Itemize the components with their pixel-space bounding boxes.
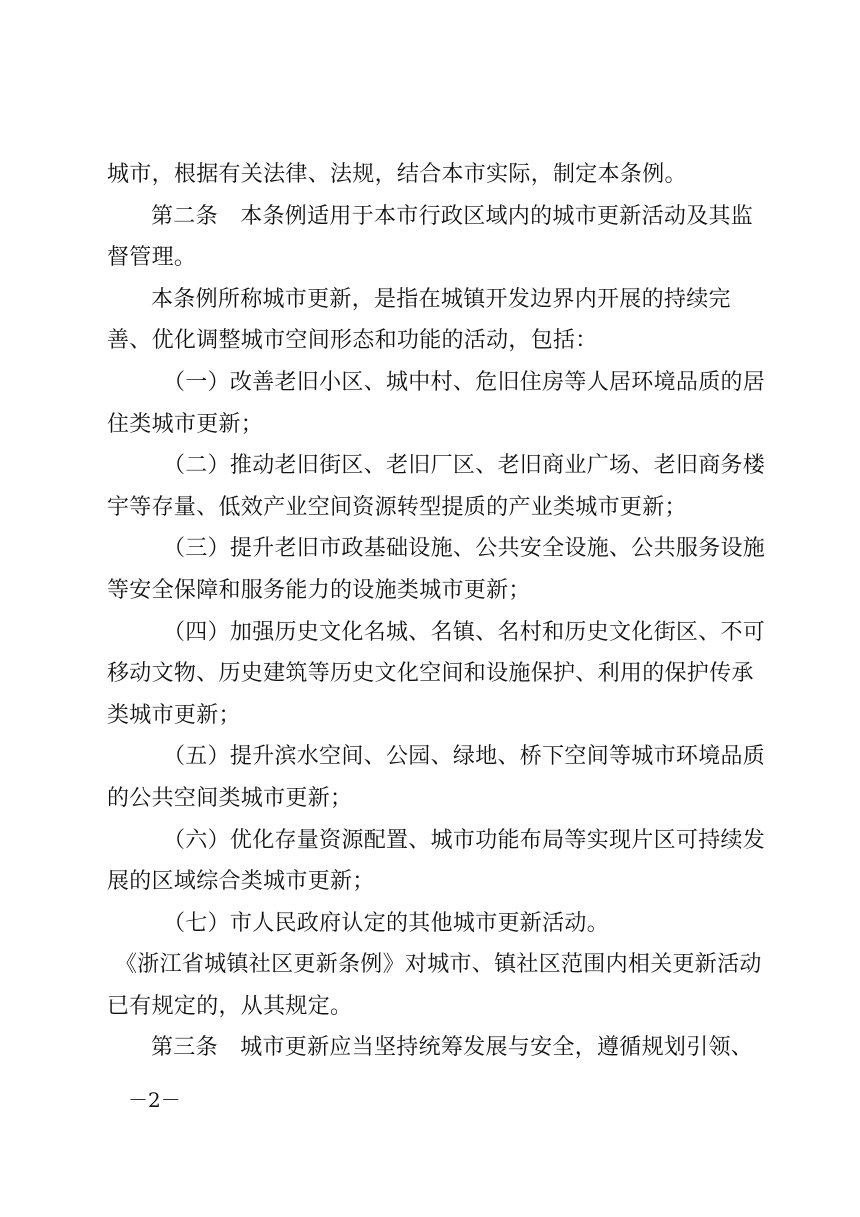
paragraph-continuation: 城市，根据有关法律、法规，结合本市实际，制定本条例。 xyxy=(107,162,687,187)
list-item-3: （三）提升老旧市政基础设施、公共安全设施、公共服务设施等安全保障和服务能力的设施类城市更新； xyxy=(107,536,766,603)
list-item-1: （一）改善老旧小区、城中村、危旧住房等人居环境品质的居住类城市更新； xyxy=(107,369,766,437)
paragraph-article-2: 第二条 本条例适用于本市行政区域内的城市更新活动及其监督管理。 xyxy=(107,203,754,271)
paragraph-article-3: 第三条 城市更新应当坚持统筹发展与安全，遵循规划引领、 xyxy=(151,1035,754,1061)
list-item-5: （五）提升滨水空间、公园、绿地、桥下空间等城市环境品质的公共空间类城市更新； xyxy=(107,744,766,811)
list-item-7: （七）市人民政府认定的其他城市更新活动。 xyxy=(163,910,610,936)
document-body xyxy=(107,154,767,1069)
list-item-4: （四）加强历史文化名城、名镇、名村和历史文化街区、不可移动文物、历史建筑等历史文化空间和设施保护、利用的保护传承类城市更新； xyxy=(107,619,766,728)
list-item-6: （六）优化存量资源配置、城市功能布局等实现片区可持续发展的区域综合类城市更新； xyxy=(107,827,766,895)
paragraph-definition: 本条例所称城市更新，是指在城镇开发边界内开展的持续完善、优化调整城市空间形态和功能的活动，包括： xyxy=(107,286,731,354)
list-item-2: （二）推动老旧街区、老旧厂区、老旧商业广场、老旧商务楼宇等存量、低效产业空间资源转型提质的产业类城市更新； xyxy=(107,453,766,520)
page-number: －2－ xyxy=(128,1088,181,1112)
paragraph-provincial-reference: 《浙江省城镇社区更新条例》对城市、镇社区范围内相关更新活动已有规定的，从其规定。 xyxy=(107,952,762,1019)
